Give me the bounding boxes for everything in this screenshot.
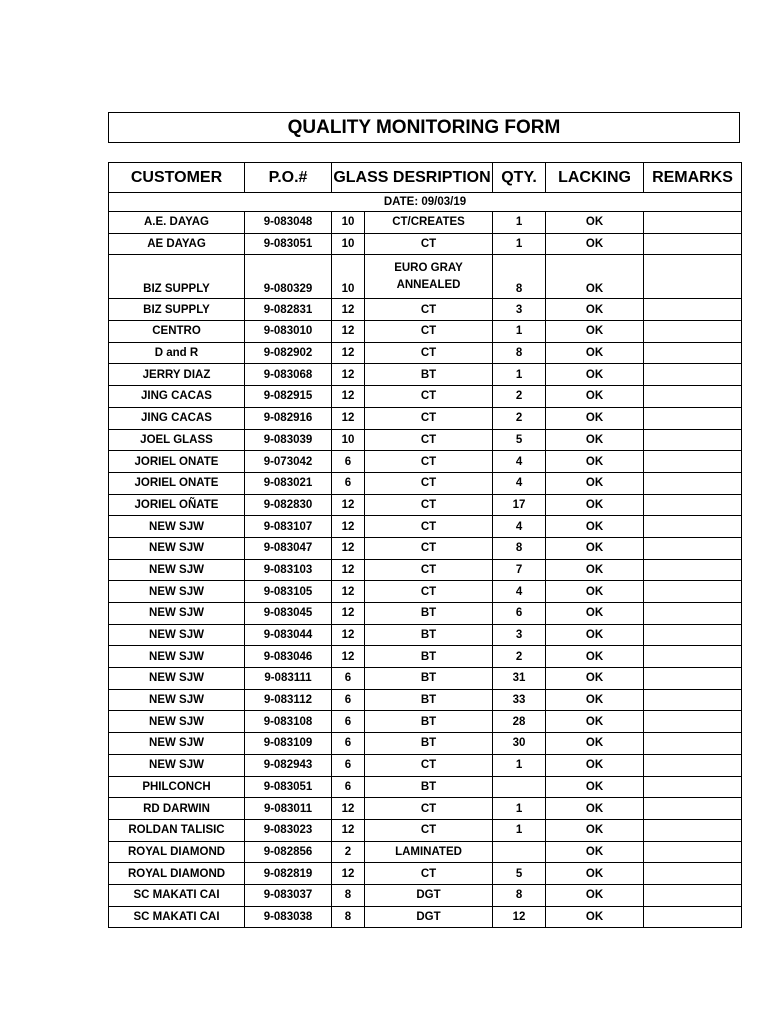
po-cell: 9-073042 bbox=[245, 451, 332, 473]
po-cell: 9-083108 bbox=[245, 711, 332, 733]
qty-cell: 5 bbox=[493, 863, 546, 885]
remarks-cell bbox=[644, 516, 742, 538]
table-row bbox=[109, 863, 742, 885]
thickness-cell: 10 bbox=[332, 429, 365, 451]
po-cell: 9-083048 bbox=[245, 212, 332, 234]
qty-cell: 4 bbox=[493, 581, 546, 603]
customer-cell: CENTRO bbox=[109, 321, 245, 343]
remarks-cell bbox=[644, 233, 742, 255]
qty-cell: 31 bbox=[493, 668, 546, 690]
po-cell: 9-082819 bbox=[245, 863, 332, 885]
qty-cell: 33 bbox=[493, 689, 546, 711]
customer-cell: NEW SJW bbox=[109, 733, 245, 755]
thickness-cell: 12 bbox=[332, 646, 365, 668]
remarks-cell bbox=[644, 451, 742, 473]
customer-cell: JING CACAS bbox=[109, 386, 245, 408]
lacking-cell: OK bbox=[546, 386, 644, 408]
po-cell: 9-083023 bbox=[245, 819, 332, 841]
lacking-cell: OK bbox=[546, 321, 644, 343]
thickness-cell: 12 bbox=[332, 537, 365, 559]
thickness-cell: 12 bbox=[332, 342, 365, 364]
customer-cell: BIZ SUPPLY bbox=[109, 255, 245, 299]
table-row bbox=[109, 646, 742, 668]
description-cell: CT bbox=[365, 451, 493, 473]
customer-cell: JORIEL OÑATE bbox=[109, 494, 245, 516]
po-cell: 9-083021 bbox=[245, 472, 332, 494]
remarks-cell bbox=[644, 299, 742, 321]
description-cell: BT bbox=[365, 733, 493, 755]
customer-cell: NEW SJW bbox=[109, 668, 245, 690]
qty-cell: 1 bbox=[493, 364, 546, 386]
description-cell: BT bbox=[365, 668, 493, 690]
qty-cell: 1 bbox=[493, 233, 546, 255]
lacking-cell: OK bbox=[546, 906, 644, 928]
description-cell: BT bbox=[365, 776, 493, 798]
table-row bbox=[109, 776, 742, 798]
customer-cell: SC MAKATI CAI bbox=[109, 906, 245, 928]
remarks-cell bbox=[644, 668, 742, 690]
quality-table bbox=[108, 162, 742, 928]
table-row bbox=[109, 233, 742, 255]
remarks-cell bbox=[644, 646, 742, 668]
thickness-cell: 12 bbox=[332, 603, 365, 625]
customer-cell: NEW SJW bbox=[109, 689, 245, 711]
po-cell: 9-083044 bbox=[245, 624, 332, 646]
qty-cell: 30 bbox=[493, 733, 546, 755]
remarks-cell bbox=[644, 407, 742, 429]
table-row bbox=[109, 407, 742, 429]
table-row bbox=[109, 624, 742, 646]
lacking-cell: OK bbox=[546, 451, 644, 473]
lacking-cell: OK bbox=[546, 646, 644, 668]
po-cell: 9-083051 bbox=[245, 776, 332, 798]
customer-cell: A.E. DAYAG bbox=[109, 212, 245, 234]
header-customer: CUSTOMER bbox=[109, 163, 245, 193]
thickness-cell: 6 bbox=[332, 451, 365, 473]
po-cell: 9-082916 bbox=[245, 407, 332, 429]
customer-cell: ROYAL DIAMOND bbox=[109, 841, 245, 863]
table-row bbox=[109, 342, 742, 364]
thickness-cell: 12 bbox=[332, 863, 365, 885]
description-cell: BT bbox=[365, 689, 493, 711]
thickness-cell: 8 bbox=[332, 906, 365, 928]
description-cell: LAMINATED bbox=[365, 841, 493, 863]
po-cell: 9-082943 bbox=[245, 754, 332, 776]
po-cell: 9-082830 bbox=[245, 494, 332, 516]
description-cell: CT bbox=[365, 494, 493, 516]
remarks-cell bbox=[644, 863, 742, 885]
po-cell: 9-083051 bbox=[245, 233, 332, 255]
date-cell: DATE: 09/03/19 bbox=[109, 193, 742, 212]
table-row bbox=[109, 451, 742, 473]
qty-cell: 3 bbox=[493, 299, 546, 321]
lacking-cell: OK bbox=[546, 624, 644, 646]
qty-cell: 7 bbox=[493, 559, 546, 581]
header-glass-description: GLASS DESRIPTION bbox=[332, 163, 493, 193]
qty-cell: 2 bbox=[493, 646, 546, 668]
lacking-cell: OK bbox=[546, 537, 644, 559]
table-row bbox=[109, 321, 742, 343]
customer-cell: NEW SJW bbox=[109, 711, 245, 733]
lacking-cell: OK bbox=[546, 668, 644, 690]
qty-cell: 8 bbox=[493, 537, 546, 559]
thickness-cell: 6 bbox=[332, 733, 365, 755]
table-row bbox=[109, 798, 742, 820]
table-row bbox=[109, 581, 742, 603]
qty-cell: 2 bbox=[493, 386, 546, 408]
lacking-cell: OK bbox=[546, 472, 644, 494]
table-row bbox=[109, 603, 742, 625]
thickness-cell: 6 bbox=[332, 668, 365, 690]
remarks-cell bbox=[644, 603, 742, 625]
qty-cell: 12 bbox=[493, 906, 546, 928]
lacking-cell: OK bbox=[546, 559, 644, 581]
po-cell: 9-083105 bbox=[245, 581, 332, 603]
qty-cell: 4 bbox=[493, 516, 546, 538]
remarks-cell bbox=[644, 537, 742, 559]
description-cell: CT bbox=[365, 429, 493, 451]
customer-cell: AE DAYAG bbox=[109, 233, 245, 255]
lacking-cell: OK bbox=[546, 603, 644, 625]
po-cell: 9-080329 bbox=[245, 255, 332, 299]
po-cell: 9-083068 bbox=[245, 364, 332, 386]
description-cell: BT bbox=[365, 624, 493, 646]
description-cell: BT bbox=[365, 711, 493, 733]
remarks-cell bbox=[644, 472, 742, 494]
po-cell: 9-083010 bbox=[245, 321, 332, 343]
qty-cell: 8 bbox=[493, 884, 546, 906]
thickness-cell: 10 bbox=[332, 212, 365, 234]
customer-cell: ROYAL DIAMOND bbox=[109, 863, 245, 885]
table-row bbox=[109, 299, 742, 321]
lacking-cell: OK bbox=[546, 884, 644, 906]
remarks-cell bbox=[644, 841, 742, 863]
description-cell: CT bbox=[365, 386, 493, 408]
description-cell: CT bbox=[365, 407, 493, 429]
lacking-cell: OK bbox=[546, 494, 644, 516]
thickness-cell: 8 bbox=[332, 884, 365, 906]
po-cell: 9-082902 bbox=[245, 342, 332, 364]
customer-cell: JERRY DIAZ bbox=[109, 364, 245, 386]
qty-cell: 6 bbox=[493, 603, 546, 625]
description-cell: CT bbox=[365, 798, 493, 820]
remarks-cell bbox=[644, 884, 742, 906]
lacking-cell: OK bbox=[546, 689, 644, 711]
description-cell: CT bbox=[365, 321, 493, 343]
table-row bbox=[109, 386, 742, 408]
lacking-cell: OK bbox=[546, 342, 644, 364]
remarks-cell bbox=[644, 776, 742, 798]
qty-cell: 1 bbox=[493, 798, 546, 820]
customer-cell: JOEL GLASS bbox=[109, 429, 245, 451]
customer-cell: JING CACAS bbox=[109, 407, 245, 429]
description-cell: DGT bbox=[365, 884, 493, 906]
remarks-cell bbox=[644, 798, 742, 820]
po-cell: 9-083111 bbox=[245, 668, 332, 690]
po-cell: 9-083045 bbox=[245, 603, 332, 625]
remarks-cell bbox=[644, 494, 742, 516]
description-cell: BT bbox=[365, 646, 493, 668]
table-row bbox=[109, 733, 742, 755]
po-cell: 9-083011 bbox=[245, 798, 332, 820]
remarks-cell bbox=[644, 624, 742, 646]
lacking-cell: OK bbox=[546, 754, 644, 776]
description-cell: CT bbox=[365, 863, 493, 885]
lacking-cell: OK bbox=[546, 429, 644, 451]
description-cell: CT bbox=[365, 537, 493, 559]
lacking-cell: OK bbox=[546, 841, 644, 863]
table-row bbox=[109, 212, 742, 234]
qty-cell: 8 bbox=[493, 255, 546, 299]
customer-cell: JORIEL ONATE bbox=[109, 472, 245, 494]
lacking-cell: OK bbox=[546, 581, 644, 603]
qty-cell: 4 bbox=[493, 472, 546, 494]
qty-cell: 1 bbox=[493, 212, 546, 234]
lacking-cell: OK bbox=[546, 212, 644, 234]
customer-cell: PHILCONCH bbox=[109, 776, 245, 798]
po-cell: 9-083109 bbox=[245, 733, 332, 755]
description-cell: BT bbox=[365, 603, 493, 625]
customer-cell: NEW SJW bbox=[109, 624, 245, 646]
po-cell: 9-083107 bbox=[245, 516, 332, 538]
lacking-cell: OK bbox=[546, 798, 644, 820]
header-lacking: LACKING bbox=[546, 163, 644, 193]
description-cell: EURO GRAY ANNEALED bbox=[365, 255, 493, 299]
lacking-cell: OK bbox=[546, 863, 644, 885]
thickness-cell: 12 bbox=[332, 516, 365, 538]
qty-cell bbox=[493, 841, 546, 863]
table-row bbox=[109, 884, 742, 906]
table-row bbox=[109, 754, 742, 776]
po-cell: 9-083112 bbox=[245, 689, 332, 711]
description-cell: CT bbox=[365, 233, 493, 255]
remarks-cell bbox=[644, 819, 742, 841]
thickness-cell: 6 bbox=[332, 754, 365, 776]
lacking-cell: OK bbox=[546, 776, 644, 798]
remarks-cell bbox=[644, 321, 742, 343]
po-cell: 9-083037 bbox=[245, 884, 332, 906]
description-cell: BT bbox=[365, 364, 493, 386]
table-row bbox=[109, 689, 742, 711]
lacking-cell: OK bbox=[546, 364, 644, 386]
table-row bbox=[109, 711, 742, 733]
description-cell: DGT bbox=[365, 906, 493, 928]
qty-cell: 8 bbox=[493, 342, 546, 364]
qty-cell: 5 bbox=[493, 429, 546, 451]
customer-cell: D and R bbox=[109, 342, 245, 364]
lacking-cell: OK bbox=[546, 299, 644, 321]
table-row bbox=[109, 255, 742, 299]
customer-cell: BIZ SUPPLY bbox=[109, 299, 245, 321]
table-row bbox=[109, 494, 742, 516]
po-cell: 9-083047 bbox=[245, 537, 332, 559]
remarks-cell bbox=[644, 364, 742, 386]
remarks-cell bbox=[644, 581, 742, 603]
customer-cell: JORIEL ONATE bbox=[109, 451, 245, 473]
table-header-row bbox=[109, 163, 742, 193]
description-cell: CT/CREATES bbox=[365, 212, 493, 234]
customer-cell: NEW SJW bbox=[109, 754, 245, 776]
description-cell: CT bbox=[365, 516, 493, 538]
po-cell: 9-083103 bbox=[245, 559, 332, 581]
remarks-cell bbox=[644, 559, 742, 581]
thickness-cell: 6 bbox=[332, 776, 365, 798]
table-row bbox=[109, 906, 742, 928]
customer-cell: SC MAKATI CAI bbox=[109, 884, 245, 906]
thickness-cell: 12 bbox=[332, 407, 365, 429]
thickness-cell: 12 bbox=[332, 364, 365, 386]
thickness-cell: 6 bbox=[332, 711, 365, 733]
date-row bbox=[109, 193, 742, 212]
description-cell: CT bbox=[365, 299, 493, 321]
thickness-cell: 12 bbox=[332, 581, 365, 603]
thickness-cell: 10 bbox=[332, 255, 365, 299]
customer-cell: RD DARWIN bbox=[109, 798, 245, 820]
thickness-cell: 6 bbox=[332, 689, 365, 711]
remarks-cell bbox=[644, 386, 742, 408]
table-row bbox=[109, 668, 742, 690]
customer-cell: ROLDAN TALISIC bbox=[109, 819, 245, 841]
header-po: P.O.# bbox=[245, 163, 332, 193]
remarks-cell bbox=[644, 689, 742, 711]
lacking-cell: OK bbox=[546, 516, 644, 538]
description-cell: CT bbox=[365, 342, 493, 364]
po-cell: 9-082856 bbox=[245, 841, 332, 863]
thickness-cell: 12 bbox=[332, 386, 365, 408]
description-cell: CT bbox=[365, 754, 493, 776]
table-row bbox=[109, 364, 742, 386]
remarks-cell bbox=[644, 429, 742, 451]
po-cell: 9-083039 bbox=[245, 429, 332, 451]
table-row bbox=[109, 819, 742, 841]
customer-cell: NEW SJW bbox=[109, 537, 245, 559]
remarks-cell bbox=[644, 255, 742, 299]
lacking-cell: OK bbox=[546, 819, 644, 841]
customer-cell: NEW SJW bbox=[109, 603, 245, 625]
lacking-cell: OK bbox=[546, 233, 644, 255]
description-cell: CT bbox=[365, 581, 493, 603]
thickness-cell: 12 bbox=[332, 321, 365, 343]
qty-cell: 2 bbox=[493, 407, 546, 429]
po-cell: 9-082831 bbox=[245, 299, 332, 321]
qty-cell: 17 bbox=[493, 494, 546, 516]
lacking-cell: OK bbox=[546, 733, 644, 755]
header-remarks: REMARKS bbox=[644, 163, 742, 193]
qty-cell: 1 bbox=[493, 819, 546, 841]
remarks-cell bbox=[644, 711, 742, 733]
table-row bbox=[109, 429, 742, 451]
table-row bbox=[109, 559, 742, 581]
remarks-cell bbox=[644, 342, 742, 364]
lacking-cell: OK bbox=[546, 255, 644, 299]
qty-cell: 1 bbox=[493, 321, 546, 343]
remarks-cell bbox=[644, 754, 742, 776]
thickness-cell: 2 bbox=[332, 841, 365, 863]
po-cell: 9-083046 bbox=[245, 646, 332, 668]
description-cell: CT bbox=[365, 472, 493, 494]
table-row bbox=[109, 537, 742, 559]
remarks-cell bbox=[644, 212, 742, 234]
thickness-cell: 12 bbox=[332, 299, 365, 321]
qty-cell: 1 bbox=[493, 754, 546, 776]
po-cell: 9-083038 bbox=[245, 906, 332, 928]
qty-cell: 28 bbox=[493, 711, 546, 733]
customer-cell: NEW SJW bbox=[109, 581, 245, 603]
table-row bbox=[109, 841, 742, 863]
po-cell: 9-082915 bbox=[245, 386, 332, 408]
description-cell: CT bbox=[365, 819, 493, 841]
thickness-cell: 12 bbox=[332, 798, 365, 820]
description-cell: CT bbox=[365, 559, 493, 581]
thickness-cell: 10 bbox=[332, 233, 365, 255]
customer-cell: NEW SJW bbox=[109, 559, 245, 581]
remarks-cell bbox=[644, 906, 742, 928]
thickness-cell: 12 bbox=[332, 494, 365, 516]
customer-cell: NEW SJW bbox=[109, 516, 245, 538]
thickness-cell: 12 bbox=[332, 624, 365, 646]
customer-cell: NEW SJW bbox=[109, 646, 245, 668]
lacking-cell: OK bbox=[546, 407, 644, 429]
remarks-cell bbox=[644, 733, 742, 755]
table-row bbox=[109, 472, 742, 494]
thickness-cell: 12 bbox=[332, 559, 365, 581]
header-qty: QTY. bbox=[493, 163, 546, 193]
table-row bbox=[109, 516, 742, 538]
qty-cell: 4 bbox=[493, 451, 546, 473]
qty-cell: 3 bbox=[493, 624, 546, 646]
lacking-cell: OK bbox=[546, 711, 644, 733]
thickness-cell: 12 bbox=[332, 819, 365, 841]
form-title: QUALITY MONITORING FORM bbox=[108, 112, 740, 143]
qty-cell bbox=[493, 776, 546, 798]
thickness-cell: 6 bbox=[332, 472, 365, 494]
